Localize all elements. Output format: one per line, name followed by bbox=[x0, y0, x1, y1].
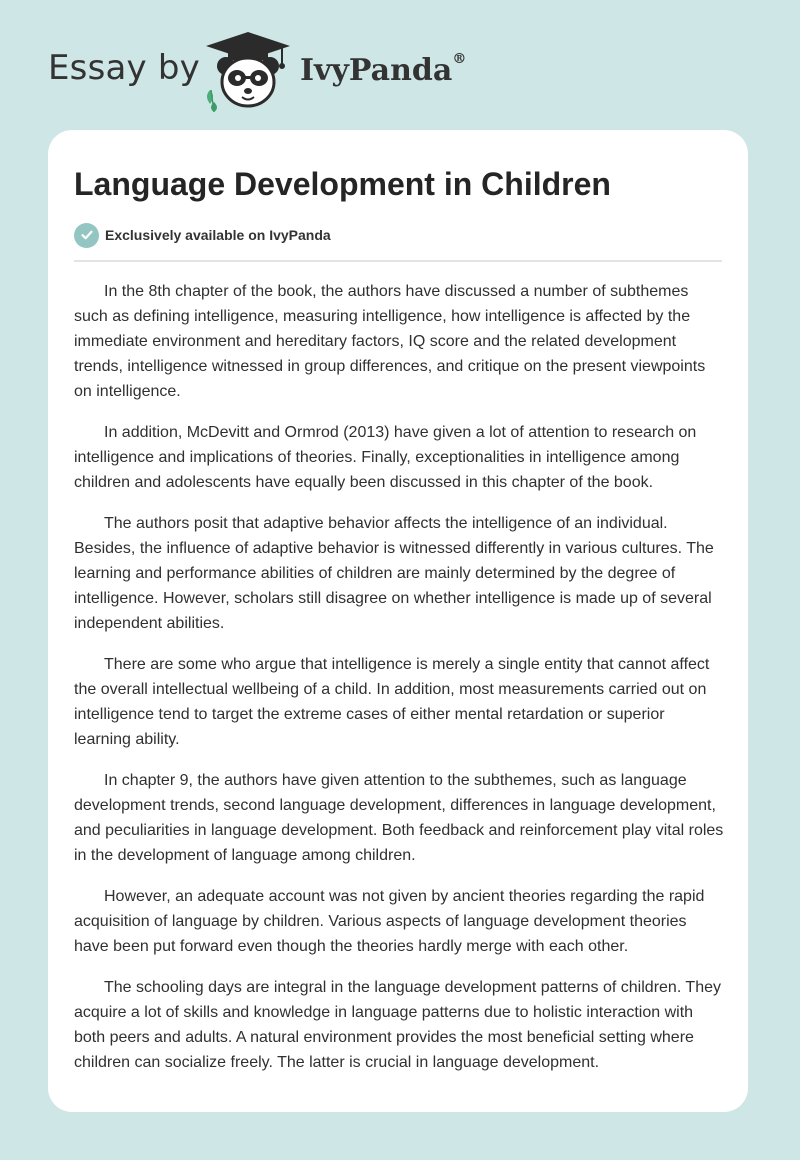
site-header bbox=[48, 30, 748, 110]
paragraph: In addition, McDevitt and Ormrod (2013) have given a lot of attention to research on intelligence and implications of theories. Finally, exceptionalities in intelligence among children and adolescents have equally been discussed in this chapter of the book. bbox=[74, 424, 697, 491]
exclusive-badge bbox=[74, 222, 331, 248]
paragraph: In chapter 9, the authors have given attention to the subthemes, such as language development trends, second language development, differences in language development, and peculiarities in language development. Both feedback and reinforcement play vital roles in the development of language among children. bbox=[74, 772, 724, 864]
paragraph: In the 8th chapter of the book, the authors have discussed a number of subthemes such as defining intelligence, measuring intelligence, how intelligence is affected by the immediate environment and hereditary factors, IQ score and the related development trends, intelligence witnessed in group differences, and critique on the present viewpoints on intelligence. bbox=[74, 283, 706, 400]
check-icon bbox=[74, 223, 99, 248]
paragraph: The schooling days are integral in the language development patterns of children. They acquire a lot of skills and knowledge in language patterns due to holistic interaction with both peers and adults. A natural environment provides the most beneficial setting where children can socialize freely. The latter is crucial in language development. bbox=[74, 979, 721, 1071]
essay-body bbox=[74, 279, 724, 1091]
paragraph: The authors posit that adaptive behavior affects the intelligence of an individual. Besides, the influence of adaptive behavior is witnessed differently in various cultures. The learning and performance abilities of children are mainly determined by the degree of intelligence. However, scholars still disagree on whether intelligence is made up of several independent abilities. bbox=[74, 515, 714, 632]
registered-mark: ® bbox=[452, 51, 467, 67]
ivypanda-logo-icon[interactable] bbox=[202, 30, 294, 112]
page-title: Language Development in Children bbox=[74, 166, 611, 202]
essay-card bbox=[48, 130, 748, 1112]
exclusive-label: Exclusively available on IvyPanda bbox=[105, 227, 331, 243]
divider bbox=[74, 260, 722, 262]
paragraph: There are some who argue that intelligence is merely a single entity that cannot affect the overall intellectual wellbeing of a child. In addition, most measurements carried out on intelligence tend to target the extreme cases of either mental retardation or superior learning ability. bbox=[74, 656, 710, 748]
essay-by-label: Essay by bbox=[48, 48, 200, 88]
paragraph: However, an adequate account was not given by ancient theories regarding the rapid acquisition of language by children. Various aspects of language development theories have been put forward even though the theories hardly merge with each other. bbox=[74, 888, 705, 955]
brand-name[interactable]: IvyPanda® bbox=[300, 51, 467, 88]
